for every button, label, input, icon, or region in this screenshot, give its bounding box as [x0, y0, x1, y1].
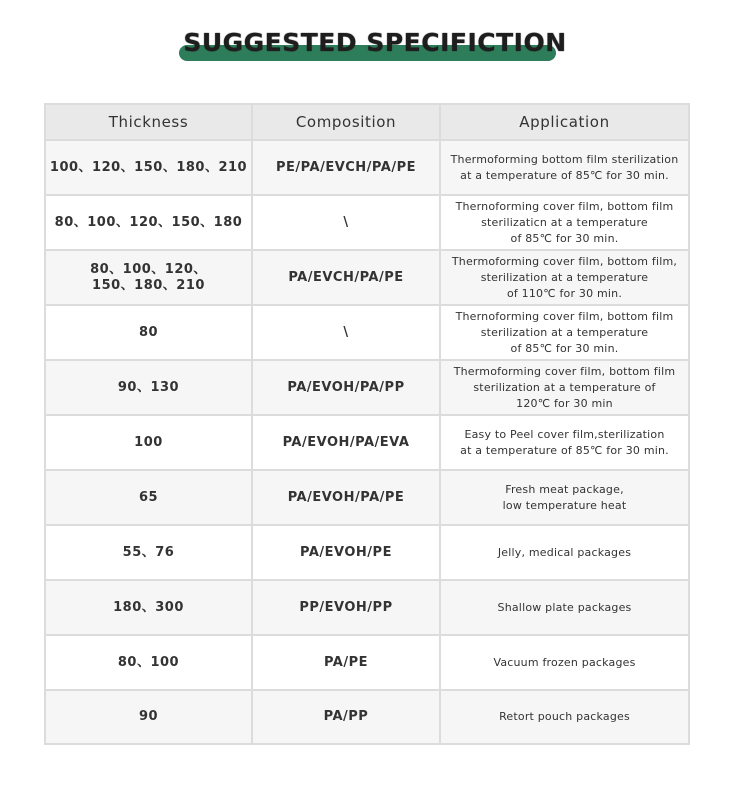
composition-cell: PP/EVOH/PP: [253, 581, 439, 634]
table-row: [46, 526, 688, 579]
thickness-cell: [46, 361, 251, 414]
application-line: Easy to Peel cover film,sterilization: [464, 427, 665, 441]
application-line: of 85℃ for 30 min.: [510, 341, 619, 355]
thickness-cell: [46, 416, 251, 469]
application-cell: [441, 141, 688, 194]
thickness-cell: [46, 141, 251, 194]
thickness-line: 80、100、120、150、180: [54, 214, 243, 230]
application-line: sterilizaticn at a temperature: [481, 215, 648, 229]
thickness-line: 180、300: [113, 599, 184, 615]
application-line: Vacuum frozen packages: [493, 655, 636, 669]
table-row: [46, 636, 688, 689]
application-line: at a temperature of 85℃ for 30 min.: [460, 168, 669, 182]
spec-table: [44, 103, 690, 745]
application-cell: [441, 526, 688, 579]
thickness-line: 100: [134, 434, 163, 450]
application-line: Shallow plate packages: [497, 600, 632, 614]
thickness-line: 80: [138, 324, 159, 340]
application-cell: [441, 636, 688, 689]
thickness-line: 90、130: [117, 379, 180, 395]
application-cell: [441, 691, 688, 743]
application-line: Thermoforming cover film, bottom film: [453, 364, 676, 378]
application-line: of 110℃ for 30 min.: [506, 286, 623, 300]
application-line: Fresh meat package,: [505, 482, 624, 496]
table-row: [46, 471, 688, 524]
table-row: [46, 306, 688, 359]
thickness-line: 80、100、120、: [90, 261, 207, 277]
application-line: sterilization at a temperature: [480, 325, 649, 339]
application-cell: [441, 471, 688, 524]
application-line: sterilization at a temperature: [480, 270, 649, 284]
table-row: [46, 361, 688, 414]
application-line: Thermoforming bottom film sterilization: [450, 152, 679, 166]
thickness-cell: [46, 691, 251, 743]
thickness-cell: [46, 581, 251, 634]
table-row: [46, 581, 688, 634]
composition-cell: PA/PP: [253, 691, 439, 743]
thickness-line: 55、76: [122, 544, 175, 560]
table-row: [46, 416, 688, 469]
composition-cell: PA/EVOH/PA/EVA: [253, 416, 439, 469]
application-line: Thernoforming cover film, bottom film: [455, 199, 674, 213]
thickness-cell: [46, 306, 251, 359]
composition-cell: PE/PA/EVCH/PA/PE: [253, 141, 439, 194]
table-row: [46, 141, 688, 194]
composition-cell: PA/EVCH/PA/PE: [253, 251, 439, 304]
thickness-cell: [46, 636, 251, 689]
page-title: SUGGESTED SPECIFICTION: [183, 28, 567, 57]
application-cell: [441, 416, 688, 469]
application-cell: [441, 196, 688, 249]
application-line: sterilization at a temperature of: [473, 380, 656, 394]
composition-cell: PA/PE: [253, 636, 439, 689]
table-row: [46, 691, 688, 743]
composition-cell: PA/EVOH/PA/PE: [253, 471, 439, 524]
table-row: [46, 251, 688, 304]
application-line: Thernoforming cover film, bottom film: [455, 309, 674, 323]
table-row: [46, 196, 688, 249]
thickness-line: 90: [138, 709, 159, 724]
thickness-cell: [46, 251, 251, 304]
thickness-cell: [46, 196, 251, 249]
application-line: Thermoforming cover film, bottom film,: [451, 254, 678, 268]
header-application: Application: [441, 105, 688, 139]
thickness-cell: [46, 526, 251, 579]
header-composition: Composition: [253, 105, 439, 139]
application-line: of 85℃ for 30 min.: [510, 231, 619, 245]
composition-cell: PA/EVOH/PA/PP: [253, 361, 439, 414]
application-line: at a temperature of 85℃ for 30 min.: [460, 443, 669, 457]
composition-cell: \: [253, 196, 439, 249]
composition-cell: \: [253, 306, 439, 359]
composition-cell: PA/EVOH/PE: [253, 526, 439, 579]
application-line: 120℃ for 30 min: [516, 396, 613, 410]
application-cell: [441, 251, 688, 304]
thickness-cell: [46, 471, 251, 524]
application-line: Jelly, medical packages: [497, 545, 632, 559]
thickness-line: 80、100: [117, 654, 180, 670]
application-cell: [441, 361, 688, 414]
thickness-line: 65: [138, 489, 159, 505]
header-thickness: Thickness: [46, 105, 251, 139]
title-banner: [0, 26, 750, 70]
application-cell: [441, 306, 688, 359]
application-cell: [441, 581, 688, 634]
thickness-line: 150、180、210: [92, 277, 205, 293]
application-line: low temperature heat: [502, 498, 627, 512]
application-line: Retort pouch packages: [499, 710, 630, 723]
thickness-line: 100、120、150、180、210: [49, 159, 248, 175]
table-header-row: [46, 105, 688, 139]
